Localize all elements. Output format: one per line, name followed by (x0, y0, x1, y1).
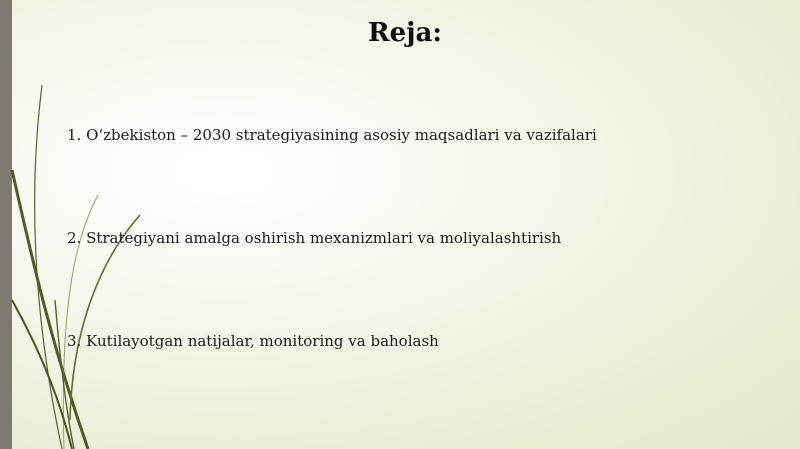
slide-title: Reja: (367, 18, 442, 48)
plan-item-2: 2. Strategiyani amalga oshirish mexanizmlari va moliyalashtirish (67, 229, 562, 247)
plan-item-3: 3. Kutilayotgan natijalar, monitoring va baholash (67, 332, 439, 350)
plan-item-1: 1. O‘zbekiston – 2030 strategiyasining asosiy maqsadlari va vazifalari (67, 126, 597, 144)
